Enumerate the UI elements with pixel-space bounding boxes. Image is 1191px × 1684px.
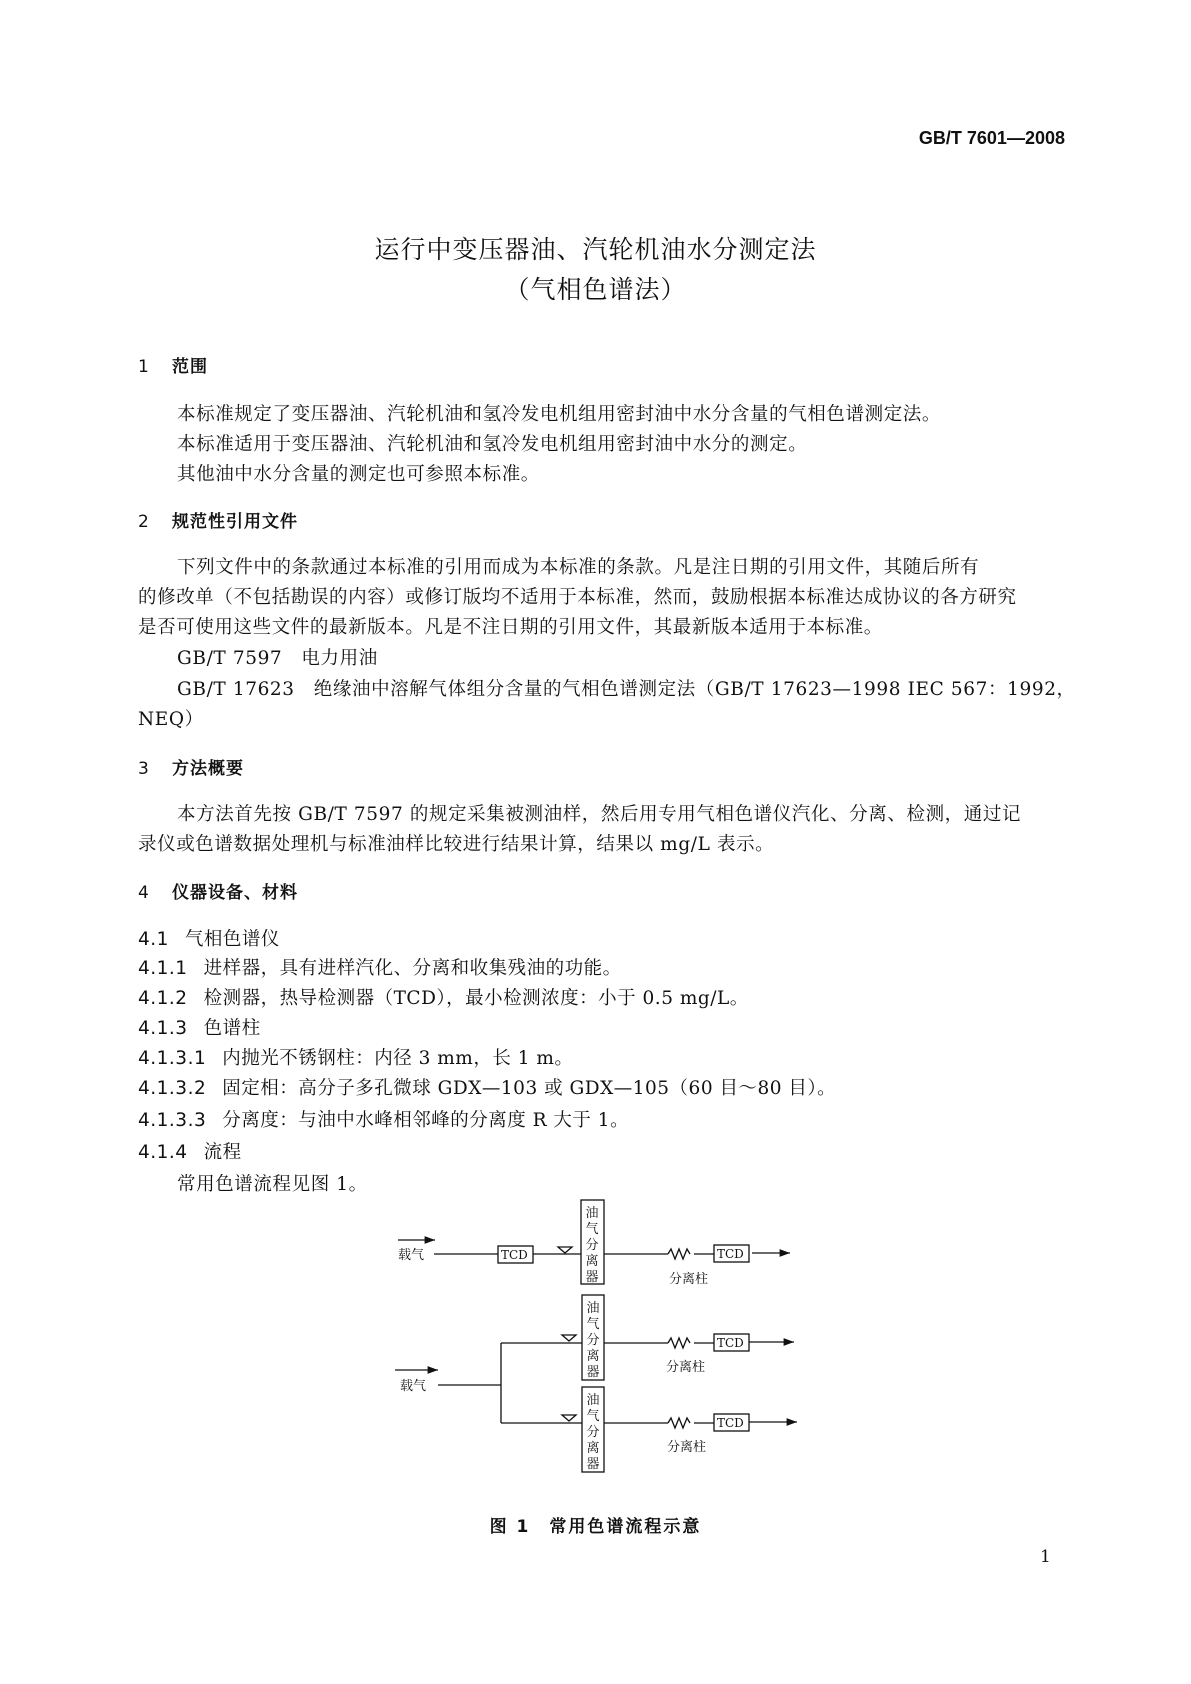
section-2-heading: 2 规范性引用文件 <box>138 512 298 532</box>
tcd-label: TCD <box>717 1247 744 1261</box>
page-number: 1 <box>1040 1547 1051 1567</box>
svg-text:分: 分 <box>585 1238 599 1253</box>
injection-triangle-icon <box>562 1415 576 1421</box>
svg-text:油: 油 <box>586 1301 600 1316</box>
svg-text:气: 气 <box>585 1222 599 1237</box>
separator-label <box>586 1392 599 1472</box>
injection-triangle-icon <box>562 1335 576 1341</box>
document-subtitle: （气相色谱法） <box>504 275 687 304</box>
paragraph: 本方法首先按 GB/T 7597 的规定采集被测油样，然后用专用气相色谱仪汽化、分离、检测，通过记 <box>177 804 1022 825</box>
svg-text:离: 离 <box>586 1441 600 1456</box>
paragraph: 下列文件中的条款通过本标准的引用而成为本标准的条款。凡是注日期的引用文件，其随后所有 <box>177 557 980 578</box>
tcd-label: TCD <box>717 1336 744 1350</box>
svg-text:分: 分 <box>586 1333 600 1348</box>
svg-text:器: 器 <box>585 1270 599 1285</box>
document-title: 运行中变压器油、汽轮机油水分测定法 <box>374 235 817 264</box>
section-1-heading: 1 范围 <box>138 357 208 377</box>
svg-text:气: 气 <box>586 1409 600 1424</box>
paragraph: 本标准规定了变压器油、汽轮机油和氢冷发电机组用密封油中水分含量的气相色谱测定法。 <box>177 404 942 425</box>
svg-text:器: 器 <box>586 1457 600 1472</box>
column-label: 分离柱 <box>666 1360 706 1375</box>
tcd-label: TCD <box>501 1248 528 1262</box>
paragraph: 是否可使用这些文件的最新版本。凡是不注日期的引用文件，其最新版本适用于本标准。 <box>138 617 883 638</box>
clause: 4.1 气相色谱仪 <box>138 929 280 950</box>
section-4-heading: 4 仪器设备、材料 <box>138 883 298 903</box>
tcd-label: TCD <box>717 1416 744 1430</box>
paragraph: 录仪或色谱数据处理机与标准油样比较进行结果计算，结果以 mg/L 表示。 <box>138 834 775 855</box>
carrier-gas-label: 载气 <box>398 1248 425 1263</box>
injection-triangle-icon <box>558 1247 572 1253</box>
separator-label <box>586 1300 599 1380</box>
column-resistor-icon <box>668 1418 690 1428</box>
svg-text:离: 离 <box>585 1254 599 1269</box>
svg-text:分: 分 <box>586 1425 600 1440</box>
paragraph: 其他油中水分含量的测定也可参照本标准。 <box>177 464 540 485</box>
standard-code-header: GB/T 7601—2008 <box>918 128 1065 148</box>
clause: 4.1.2 检测器，热导检测器（TCD），最小检测浓度：小于 0.5 mg/L。 <box>138 988 749 1009</box>
svg-text:油: 油 <box>585 1206 599 1221</box>
figure-caption: 图 1 常用色谱流程示意 <box>489 1517 702 1537</box>
clause: 4.1.3 色谱柱 <box>138 1018 261 1039</box>
clause: 4.1.3.1 内抛光不锈钢柱：内径 3 mm，长 1 m。 <box>138 1048 574 1069</box>
separator-label <box>585 1205 598 1285</box>
clause: 4.1.1 进样器，具有进样汽化、分离和收集残油的功能。 <box>138 958 622 979</box>
carrier-gas-label: 载气 <box>400 1379 427 1394</box>
svg-text:气: 气 <box>586 1317 600 1332</box>
svg-text:离: 离 <box>586 1349 600 1364</box>
svg-text:油: 油 <box>586 1393 600 1408</box>
clause: 4.1.4 流程 <box>138 1142 242 1163</box>
paragraph: 本标准适用于变压器油、汽轮机油和氢冷发电机组用密封油中水分的测定。 <box>177 434 808 455</box>
column-resistor-icon <box>668 1249 690 1259</box>
clause: 4.1.3.3 分离度：与油中水峰相邻峰的分离度 R 大于 1。 <box>138 1110 630 1131</box>
column-label: 分离柱 <box>667 1440 707 1455</box>
paragraph: 的修改单（不包括勘误的内容）或修订版均不适用于本标准，然而，鼓励根据本标准达成协议的各方研究 <box>138 587 1017 608</box>
paragraph: 常用色谱流程见图 1。 <box>177 1174 368 1195</box>
svg-text:器: 器 <box>586 1365 600 1380</box>
reference-item: NEQ） <box>138 709 204 730</box>
flow-diagram <box>380 1190 830 1500</box>
reference-item: GB/T 7597 电力用油 <box>177 648 378 669</box>
column-resistor-icon <box>668 1338 690 1348</box>
reference-item: GB/T 17623 绝缘油中溶解气体组分含量的气相色谱测定法（GB/T 17623—1998 IEC 567：1992， <box>177 679 1076 700</box>
section-3-heading: 3 方法概要 <box>138 759 244 779</box>
clause: 4.1.3.2 固定相：高分子多孔微球 GDX—103 或 GDX—105（60 目～80 目）。 <box>138 1078 837 1099</box>
column-label: 分离柱 <box>669 1272 709 1287</box>
